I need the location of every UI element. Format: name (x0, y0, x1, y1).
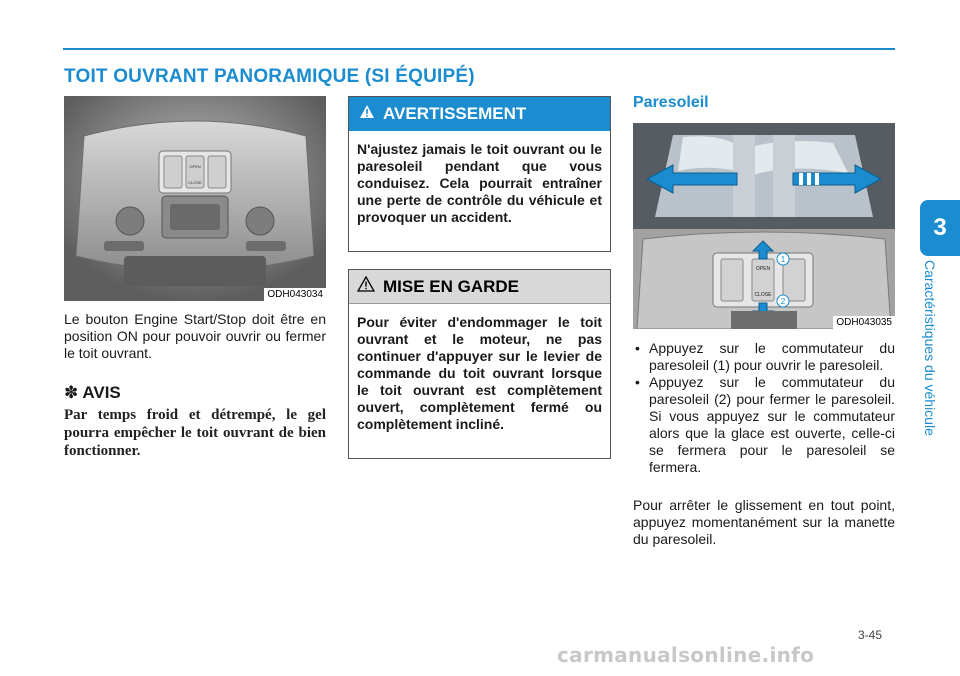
caution-box (348, 269, 611, 459)
top-rule (63, 48, 895, 50)
page-number: 3-45 (858, 628, 883, 642)
photo-code-2: ODH043035 (833, 316, 895, 329)
caution-triangle-icon (357, 276, 375, 297)
warning-triangle-icon (359, 104, 375, 124)
caution-title: MISE EN GARDE (383, 276, 520, 296)
chapter-label: Caractéristiques du véhicule (922, 260, 938, 436)
overhead-console-illustration (64, 96, 326, 301)
caution-header (349, 270, 610, 304)
warning-box (348, 96, 611, 252)
avis-body: Par temps froid et détrempé, le gel pourra empêcher le toit ouvrant de bien fonctionner. (64, 407, 326, 459)
warning-body: N'ajustez jamais le toit ouvrant ou le paresoleil pendant que vous conduisez. Cela pourrait entraîner une perte de contrôle du véhicule et provoquer un accident. (357, 141, 602, 225)
warning-header (349, 97, 610, 131)
caution-body: Pour éviter d'endommager le toit ouvrant et le moteur, ne pas continuer d'appuyer sur le levier de commande du toit ouvrant lorsque le toit ouvrant est complètement ouvert, complètement fermé ou complètement incliné. (357, 314, 602, 432)
callout-1: 1 (780, 255, 786, 264)
engine-start-note: Le bouton Engine Start/Stop doit être en position ON pour pouvoir ouvrir ou fermer le toit ouvrant. (64, 311, 326, 361)
chapter-tab[interactable] (920, 200, 960, 256)
watermark: carmanualsonline.info (557, 643, 815, 667)
avis-heading: ✽ AVIS (64, 383, 121, 402)
switch-close-label: CLOSE (754, 292, 772, 298)
sunshade-switch-photo (633, 229, 895, 329)
close-label: CLOSE (188, 180, 202, 185)
switch-open-label: OPEN (755, 266, 771, 272)
list-item: • Appuyez sur le commutateur du paresoleil (1) pour ouvrir le paresoleil. (633, 340, 895, 374)
photo-code: ODH043034 (264, 288, 326, 301)
paresoleil-heading: Paresoleil (633, 94, 709, 111)
sunshade-switch-illustration (633, 229, 895, 329)
chapter-number: 3 (933, 214, 947, 241)
list-item: • Appuyez sur le commutateur du paresoleil (2) pour fermer le paresoleil. Si vous appuyez sur le commutateur alors que la glace est ouverte, celle-ci se fermera pour le paresoleil se fermera. (633, 374, 895, 476)
section-title: TOIT OUVRANT PANORAMIQUE (SI ÉQUIPÉ) (64, 66, 475, 87)
sunshade-instructions (633, 340, 895, 476)
overhead-console-photo (64, 96, 326, 301)
warning-title: AVERTISSEMENT (383, 104, 527, 123)
open-label: OPEN (189, 164, 201, 169)
sunshade-illustration (633, 123, 895, 229)
sunshade-roof-photo (633, 123, 895, 229)
callout-2: 2 (780, 297, 786, 306)
stop-sliding-note: Pour arrêter le glissement en tout point, appuyez momentanément sur la manette du paresoleil. (633, 497, 895, 547)
chapter-label-vertical (920, 260, 944, 440)
